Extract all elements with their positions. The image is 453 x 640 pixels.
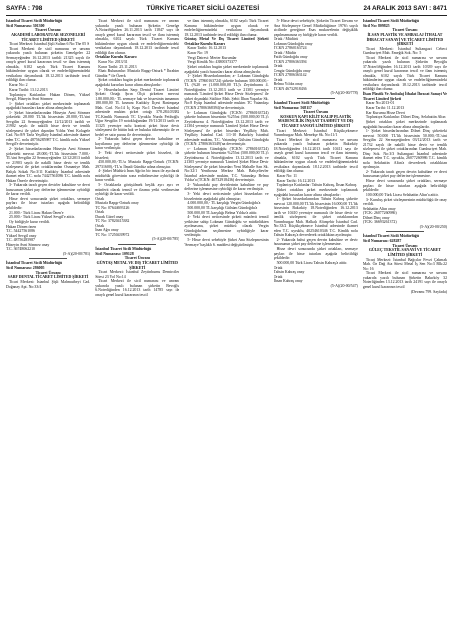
page-number: SAYFA : 798 [6,5,43,12]
column-1 [6,19,90,634]
notice-paragraph: Vergi Kimlik No: 43800373377 [187,60,237,65]
notice-paragraph: Şirket ortakları şirket merkezinde toplanarak aşağıdaki hususları karar altına almışlardır. [362,120,448,129]
notice-paragraph: Şirket ortakları bugün şirket merkezinde toplanarak aşağıdaki yazılı hususları karar altına almışlardır. [184,65,269,74]
company-name: AKADEMİ LABORATUAR SEZONELERİ TİCARET LİMİTED ŞİRKETİ [11,33,86,42]
notice-paragraph: Toplantıya Katılanlar: Tahsin Kahraş, İhsan Kahraş [276,183,357,188]
notice-paragraph: 1- Şirket hissedarlarından Tahsin Kahraş şirkette mevcut 120.000,00 TL'lik hissesinin 16.000,00 TL'lik hissesinin Bakırköy 18.Noterliğinden 16.12.2013 tarih ve 10410 yevmiye numaralı ile hisse devir ve temlik sözleşmesi ile şirket ortaklarından Yarımburgaz Mah. Halkalı Altınşehir İstanbul Cad. No:33/2 Küçükçekmece İstanbul adresinde ikamet eden T.C. uyruklu, 40254610346 T.C. Kimlik nolu Tahsin Kahraş'a devrederek ortaklıktan ayrılmıştır. [273,197,358,238]
notice-paragraph: 1- Şirket hissedarlarından Dilnet Dinç şirketteki mevcut 50.000 TL'lik hissesinin 50.000,-TL'sini Sevgilin 22 Sermayeğinden 03/12/2013 tarih ve 21732 sayılı ile nakilli hisse devir ve temlik sözleşmesi ile şirket ortaklarından Cumhuriyet Mah. Dinç Sok. No:3/3 Sultangazi İstanbul adresinde ikamet eden T.C. uyruklu, 26077260986 T.C. kimlik nolu Selahattin Altın'a devrederek ortaklıktan ayrılmıştır. [362,129,448,170]
notice-paragraph: 3- Kuruluş şirket sözleşmesinin müdürlüğü ile onay verildi. [362,197,448,206]
notice-paragraph: 4.000.000,00,- TL karşılığı Vergin Gündoğdu'a [187,201,261,206]
notice-paragraph: Ticari Merkezi: İstanbul Zeytinburnu Demirciler Sitesi 23 Yol No:14 [95,270,180,279]
notice-paragraph: Şirket ortakları bugün şirket merkezinde toplanarak aşağıdaki kararları karar altına almışlardır: [95,78,180,87]
columns [6,19,447,634]
notice-paragraph: 2- Şirket hissedarlarından Hüseyin Avni Sönmez şirketteki mevcut 28.000,-TL'lik hissesinin 7.000,-TL'sini Sevgilin 22 Sermayeğinden 12/12/2013 tarihli ve 21903 sayılı ile nakilli hisse devir ve temlik sözleşmesi ile şirket ortaklarından Osmaniye Mah. Balçık Sokak No:3/11 Kadıköy İstanbul adresinde ikamet eden T.C. nolu 74427561086 T.C. kimlik nolu Hakan Önen'e devretmiştir. [6,147,91,183]
company-name: SARF DENTAL TİCARET LİMİTED ŞİRKETİ [7,275,89,280]
notice-paragraph: 5- Ortaklarda görüşülmek beşlik ayrı ayrı ve münferit olarak temsil ve ilzama yetki verilmesine oybirliği ile karar verildi. [95,183,180,197]
notice-paragraph: Karar Tarihi: 25.11.2013 [98,64,137,69]
notice-paragraph: 21.000.- Türk Lirası Hakan Önen'e [9,210,64,215]
notice-paragraph: Hisse devri sonucunda şirket ortakları, sermaye payları ile hisse tutarları aşağıda belirtildiği şekildedir: [6,196,91,210]
notice-paragraph: 500.000,00 TL karşılığı Gülsüm Gündoğdu'a [187,205,258,210]
notice-paragraph: 2- Yukarıda bahsi geçen devrin kabulüne ve kayıtlarına pay defterine işlenmesine oybirliği ile karar verilmiştir. [95,137,180,151]
notice-paragraph: 5- Hisse devri sebebiyle Şirket Ana Sözleşmesinin 'Sermaye' başlıklı 6. maddesi değiştirilmiştir. [184,238,269,247]
notice-paragraph: 25.000.- Türk Lirası Yüksel Sevgil'e aittir. [9,215,75,220]
section-label: Ticaret Ünvanı [392,243,418,248]
notice-paragraph: Ebatı Bulunanlar: Mustafa Rapgı-Ozturk * İbrahim Gündüz * ile Özerk [95,69,180,78]
company-name: İLSAN PLASTİK VE AMBALAJ İTHALAT İHRACAT SANAYİ VE TİCARET LİMİTED ŞİRKETİ [366,33,444,47]
reference-code: (5-A)(20-00/778) [330,91,358,96]
notice-paragraph: Hisse devri sonucunda şirket ortakları, sermaye payları ile hisse tutarları aşağıda belirtildiği şekildedir: [362,179,448,193]
notice-paragraph: Kar Kurumu Hisse Devri [365,110,406,115]
reference-code: (5-A)(20-00/781) [62,251,91,256]
company-name: KOSKUN KAPI KİLİT KALIP PLASTİK MADENCİLİK İNŞAAT TAAHHÜT VE DIŞ TİCARET SANAYİ LİMİTED ŞİRKETİ [277,114,354,128]
registry-heading: İlsan Plastik Ve Ambalaj İthalat İhracat Sanayi Ve Ticaret Limited Şirketi [362,92,448,101]
notice-paragraph: 1- Hissedarlardan Sarp Dental Ticaret Limited Şirketi Ortağı Şırın Ölçü şirketten mevcut 1.80.000,00,- TL sermaye hak ve hissesinin tamamını 180.000,00 TL kısmını Kadıköy İlçesi Rasimpaşa Mah. Cad. No:14 İç Kapı No:1 Derdevi İstanbul adresinde mukim şirket ortağı 378.284.03382 TC.Kimlik Numaralı TC Uyruklu Nurda Fetihoğlu Uğur Sevgilin 19 notokluğundan 19/11/2013 tarih ve 11325 yevmiye nolu kontrat şirket hisse devir sözleşmesi ile bütün hak ve hukuku tükenmiştir ile ve bedel ve satır parası ile devretmiştir. [95,87,180,137]
notice-paragraph: b- Lokman Gündoğdu (TCKN: 27860163724) şirkette bulunan hissesinin %25'ini (500.000,00 TL)'ı Zeytinburnu 4. Noterliğinden 13.12.2013 tarih ve 21304 yevmiye numaralı 'Limited Şirket Hisse Devir Sözleşmesi' ile şirket hissedarı Yeşilköy Mah. Yeşilköy İstanbul Cad. 1/1-10 Bakırköy İstanbul adresinde mukim, T.C. Vatandaşı Gülsüm Gündoğdu (TCKN: 27806363349)'na devretmiştir. [184,110,269,146]
registry-number: Sicil Numarası: 568117 [273,105,312,110]
notice-paragraph: Ticari Merkezi: İstanbul Bağcılar Fevzi Çakmak Mah. Öz Dağ Ata Sitesi Metal İş Sen No:3 Blk:22 No: 16 [362,257,448,271]
notice-paragraph: Şirket ortakları şirket merkezinde toplanarak aşağıdaki hususları karar altına almışlardır: [273,188,358,197]
registry-number: Sicil Numarası: 109128 [95,251,134,256]
column-5 [363,19,447,634]
registry-heading: Ortaklar Kurulu Kararı: [95,55,138,60]
notice-paragraph: c- Lokman Gündoğdu (TCKN: 27860163724) şirkette bulunan hissesinin %25'ini (500.000,00 TL)'ı Zeytinburnu 4. Noterliğinden 13.12.2013 tarih ve 21305 yevmiye numaralı 'Limited Şirket Hisse Devir Sözleşmesi' ile şirket hissedarı Yeni Mahalle Sarı Sk. No:32/1 Yenibosna Merkez Mah. Bahçelievler İstanbul adresinde mukim, T.C. Vatandaşı Belma Yıldız'a (TCKN: 46732918436) devretmiştir. [184,146,269,183]
section-label: Ticaret Ünvanı [35,270,61,275]
registry-number: Sicil No: 809825 [362,23,390,28]
notice-paragraph: 2- Yukarıdaki pay devirlerinin kabulüne ve pay defterine işlenmesine oybirliği ile karar verilmiştir. [184,182,269,192]
notice-paragraph: 3- Yukarıda tarafı geçen devirler kabulüne ve devri hususunun şirket pay defterine işlenmesine oybirliği ile karar verildi. [6,183,91,197]
reference-code: (5-A)(20-00/547) [330,283,358,288]
notice-paragraph: 450.000,00,-TL'sı Mustafa Rapgı-Ozturk (TCKN: 29731600),-TL'sı İlmali Gündüz adına olmuştur. [95,160,180,169]
signature-block: Ortak Tahsin Kahraş onay Ortak İhsan Kahraş onay [273,265,305,283]
notice-paragraph: Ticari Merkezi: İstanbul Şişli Sultan 6 No:The 05 S [9,42,90,47]
notice-paragraph: Hisse devri sonucunda şirket ortakları, sermaye payları ile hisse tutarları aşağıda belirtildiği şekildedir: [273,247,358,261]
notice-paragraph: Karar No: 2013/31 [98,59,128,64]
notice-paragraph: Karar Tarihi: 16.12.2013 [187,46,226,51]
notice-paragraph: Karar Tarihi: 11.12.2013 [365,106,405,110]
notice-paragraph: Ticari Merkezi ile sicil numarası ve unvanı yukarıda yazılı bulunan şirketin Bevoğlu 6.Noterliğinden 16.12.2013 tarih 14785 sayı ile onaylı genel kurul kararının tescil [95,279,180,297]
registry-number: Sicil Numarası: 301300 [6,23,45,28]
section-label: Ticaret Ünvanı [124,256,150,261]
notice-paragraph: Karar No: 19 [187,51,208,56]
notice-paragraph: Ticari Merkezi: İstanbul Küçükçekmece Yarımburgaz Mah. Menekşe Sk. No:11/1 [273,128,358,138]
registry-heading: İstanbul Ticaret Sicili Müdürlüğü [362,234,419,239]
notice-paragraph: 3- Yeki devri neticesinde şirket hissedarları ve hisselerinin aşağıdaki gibi olmuştur; [184,192,269,201]
notice-paragraph: Ticari Merkezi ile sicil numarası ve unvanı yukarıda yazılı bulunan Şirketin Bakırköy 32 Noterliğinden 13.12.2013 tarih 24191 sayı ile onaylı genel kurul kararının tescil [362,271,448,289]
notice-separator [297,98,335,99]
notice-paragraph: Oy birliğiyle karar verildi. [9,220,51,224]
header-rule [6,15,447,16]
registry-number: Sicil Numarası: 628287 [362,239,402,244]
reference-code: (5-A)(20-00/250) [419,224,448,229]
notice-paragraph: Ticari Merkezi ile sicil numarası ve unvanı yukarıda yazılı bulunan Şirketin Beyoğlu 37.NoterliSğinden 16.12.2013 tarih 10339 sayı ile onaylı genel kurul kararının tescil ve ilanı istenmiş olmakla, 6102 sayılı Türk Ticaret Kanunu hükümlerine uygun olarak ve endelerliğinemizdeki vesikalara dayanılarak 18.12.2013 tarihinde tescil edildiği ilan olunur. [362,55,448,92]
notice-paragraph: ve ilanı istenmiş olmakla, 6102 sayılı Türk Ticaret Kanunu hükümlerine uygun olarak ve endelerliğinemizdeki vesikalara dayanılarak 18.12.2013 tarihinde tescil edildiği ilan olunur. [184,19,269,37]
notice-paragraph: 4- Şirket Müdürü İnan Ağrı'ın bir imza ile ayrılarak müdürlük görevinin sona erdirilmesine oybirliği ile karar verildi. [95,169,180,183]
registry-number: Sicil Numarası: 286005 [6,266,45,271]
notice-paragraph: 5- Hisse devri sebebiyle, Şirketin Ticaret Ünvanı ve Ana Sözleşmeye Genel Müdürlüğünce 1976'ı sayılı sicilinde gereğince Esas mukavelenin değişiklik yapılmamasına oy birliğiyle karar verildi. [273,19,358,37]
notice-paragraph: Karar Tarihi: 13.12.2013 [9,87,48,92]
registry-heading: İstanbul Ticaret Sicili Müdürlüğü [273,100,330,105]
notice-paragraph: Karar Tarihi: 16.12.2013 [276,178,316,183]
page-header [6,5,447,14]
notice-paragraph: 4- Yeki devri neticesinde şirketi münferit temsil yetkisine sahip Lokman Gündoğdu ve müdürlükten ayrılmasına, şirket müdürü olarak Vergin Gündoğdu'nun seçilmesine oybirliğiyle karar verilmiştir. [184,215,269,238]
company-name: GÜLEÇ TEKSTİL SANAYİ VE TİCARET LİMİTED ŞİRKETİ [368,248,441,257]
notice-separator [386,231,424,232]
registry-heading: İstanbul Ticaret Sicili Müdürlüğü [6,261,63,266]
notice-paragraph: Toplantıya Katılanlar: Dilnet Dinç, Selahattin Altın [365,115,446,120]
company-name: GÜNTAŞ METAL VE DIŞ TİCARET LİMİTED ŞİRKETİ [96,261,178,270]
column-2 [95,19,179,634]
section-label: Ticaret Ünvanı: [34,28,62,33]
notice-paragraph: 500.000,00 TL karşılığı Belma Yıldız'a aittir. [187,210,258,215]
notice-paragraph: Ticari Merkezi ile sicil numarası ve unvanı yukarıda yazılı bulunan şirketin Bakırköy 18.Noterliğinden 16.12.2013 tarih 10411 sayı ile onaylı genel kurul kararının tescil ve ilanı istenmiş olmakla, 6102 sayılı Türk Ticaret Kanunu hükümlerine uygun olarak ve endelerliğinemizdeki vesikalara dayanılarak 18.12.2013 tarihinde tescil edildiği ilan olunur. [273,137,358,174]
notice-paragraph: 1- Şirket ortakları şirket merkezinde toplanarak aşağıdaki hususları karar altına almışlardır. [6,101,91,111]
notice-paragraph: 2- Yukarıda tarafı geçen devrin kabulüne ve devri hususunun şirket pay defterine işlenmesine. [362,169,448,179]
notice-paragraph: Ticari Merkezi: İstanbul Şişli Mahmutbeyi Cad. Doğanay Apt. No:33/4 [6,280,91,289]
notice-paragraph: 1- Şirket hissedarlarından Hüseyin Avni Sönmez şirketteki 28.000 TL'lik hissesinin 28.000,-TL'sini Sevgilin 22 Sermayeğinden 12/12/2013 tarihli ve 21902 sayılı ile nakilli hisse devir ve temlik sözleşmesi ile şirket dışından Yıldız Yeni Kolagele Cad. No:8/9 Tarla Yeşilköy İstanbul adresinde ikamet eden T.C. nolu 48756285987 T.C. kimlik nolu Yüksel Sevgil'e devretmiştir. [6,110,91,147]
notice-separator [29,258,67,259]
issue-date: 24 ARALIK 2013 SAYI : 8471 [363,5,447,12]
signature-block: Hakan Dönen önen T.C. 54427561086 Yüksel Sevgil onay T.C. 48756285987 Hüseyin Avni Sönmez onay T.C. 36748062210 [6,224,50,252]
registry-heading: İstanbul Ticaret Sicili Müdürlüğü [95,246,152,251]
notice-paragraph: 3- Yeki devri neticesinde şirket hisseleri, ile hisseleri; [95,151,180,160]
section-label: Ticaret Ünvanı [303,110,329,115]
reference-code: (Devamı 799. Sayfada) [410,289,448,294]
notice-separator [118,244,156,245]
notice-paragraph: Ticari Merkezi ile sicil numarası ve unvanı yukarıda yazılı bulunan şirketin Genelgeler 22 Sermayeğinden 16.12.2013 tarihli 21325 sayılı ile onaylı genel kurul kararının tescil ve ilanı istenmiş olmakla, 6102 sayılı Türk Ticaret Kanunu hükümlerine uygun olarak ve endelerliğinemizdeki vesikalara dayanılarak 18.12.2013 tarihinde tescil edildiği ilan olunur. [6,46,91,83]
signature-block: Selahattin Altın onay (TCK: 26077260986) Dilnet Dinç onay (TCK: 36693261372) [362,206,397,225]
notice-paragraph: 2- Yukarıda bahsi geçen devrin kabulüne ve devir hususunun şirket pay defterine işlenmesine. [273,237,358,247]
reference-code: (5-A)(20-00/785) [152,237,180,242]
signature-block: Ortak Mustafa Rapgı-Ozturk onay TC No: 07644693126 Ortak Durak Gürel onay TC No: 37820415382 Ortak İnan Ağrı onay TC No: 17250439972 [95,196,139,237]
column-4 [274,19,358,634]
notice-paragraph: Toplantıya Katılanlar: Hakan Dönen, Yüksel Sevgil, Hüseyin Avni Sönmez [6,92,91,101]
notice-paragraph: 100.000,00 Türk Lirası Selahattin Altın'a aittir. [365,192,439,197]
column-3 [184,19,268,634]
notice-paragraph: Karar No:2013-01 [365,101,395,106]
notice-paragraph: Ticari Merkezi: İstanbul Sultangazi Cebeci Cumhuriyet Mah. Emeğik Sok. No: 5 [362,46,448,56]
section-label: Ticaret Ünvanı [392,28,418,33]
notice-paragraph: Vergi Dairesi: Merter Kurumlar [187,55,237,60]
registry-heading: İstanbul Ticaret Sicili Müdürlüğü [362,19,419,23]
registry-heading: Güntaş Metal Ve Dış Ticaret Limited Şirketi Ortaklar Kurulu Kararı [184,37,269,46]
gazette-title: TÜRKİYE TİCARET SİCİLİ GAZETESİ [146,5,260,12]
signature-block: Ortak / Müdürü Lokman Gündoğdu onay TCKN 27860163724 Ortak / Müdür Fatih Gündoğdu onay TCKN 27806363394 Ortak Cengiz Gündoğdu onay TCKN 27806363142 Ortak Belma Yıldız onay TCKN 46732918436 [273,37,313,91]
notice-paragraph: 500.000,00 Türk Lirası Tahsin Kahraş'a aittir. [276,260,348,265]
notice-paragraph: 1- Şirket Hissedarlarından; a- Lokman Gündoğdu (TCKN: 27860163724) şirkette bulunan 300.000,00,-TL (%20 ve (1.000.000,00 TL)'ı Zeytinburnu 4. Noterliğinden 13.12.2013 tarih ve 21301 yevmiye numaralı 'Limited Şirket Hisse Devir Sözleşmesi' ile şirket dışındaki Sütlüce Mah. Şehit İlhan Yaşarlar Sk. No:8 Eyüp İstanbul adresinde mukim TC Vatandaşı (TCKN 27806368394)'ne devretmiştir. [184,74,269,110]
registry-heading: İstanbul Ticaret Sicili Müdürlüğü [6,19,63,23]
notice-paragraph: Karar No: 2 [9,83,28,88]
notice-paragraph: Karar No: 11 [276,174,297,178]
notice-paragraph: Ticari Merkezi ile sicil numarası ve unvanı yukarıda yazılı bulunan Şirketin Genelge A.NotariSğinden 26.11.2013 tarih 11847 sayı ile onaylı genel kurul kararının tescil ve ilanı istenmiş olmakla, 6102 sayılı Türk Ticaret Kanunu hükümlerine uygun olarak ve endelerliğinemizdeki vesikalara dayanılarak 18.12.2013 tarihinde tescil edildiği ilan olunur. [95,19,180,55]
